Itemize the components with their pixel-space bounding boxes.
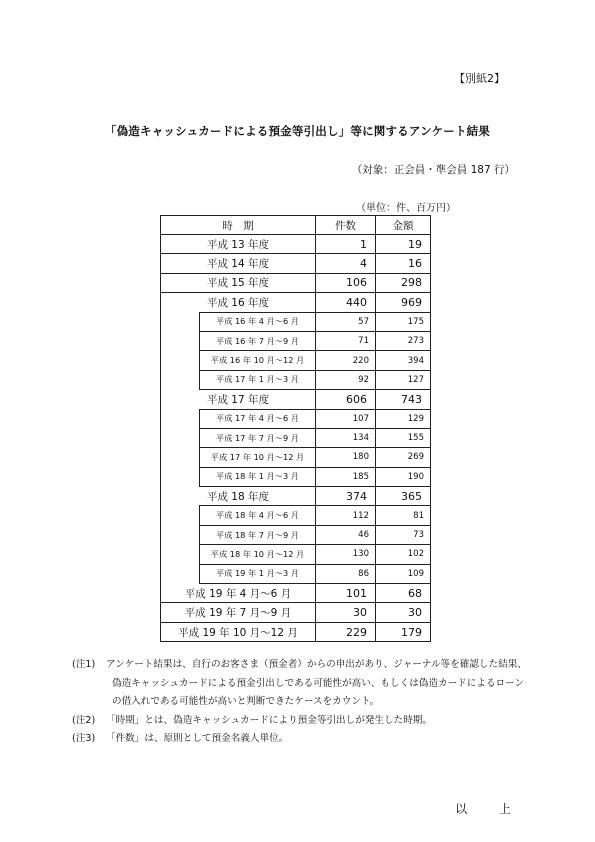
row-amount: 109 (376, 564, 431, 583)
table-row (161, 351, 431, 370)
table-row (161, 467, 431, 486)
row-amount: 127 (376, 370, 431, 389)
results-table (160, 215, 431, 642)
table-row (161, 409, 431, 428)
row-period-cell (161, 428, 316, 447)
row-period-cell (161, 331, 316, 350)
table-row (161, 312, 431, 331)
row-count: 106 (316, 273, 376, 292)
row-period: 平成 16 年 10 月～12 月 (199, 351, 315, 369)
table-row (161, 254, 431, 273)
notes-section (72, 656, 532, 749)
note-line (72, 730, 532, 749)
note-text: アンケート結果は、自行のお客さま（預金者）からの申出があり、ジャーナル等を確認した結果、 (106, 659, 527, 670)
note-key (72, 675, 112, 694)
header-amount: 金額 (376, 216, 431, 235)
row-count: 229 (316, 622, 376, 641)
header-count: 件数 (316, 216, 376, 235)
row-count: 46 (316, 525, 376, 544)
note-text: 偽造キャッシュカードによる預金引出しである可能性が高い、もしくは偽造カードによるローン (112, 677, 525, 689)
row-period: 平成 17 年 7 月～9 月 (199, 429, 315, 447)
row-period-cell (161, 448, 316, 467)
row-amount: 969 (376, 293, 431, 312)
indent-gap (161, 544, 199, 564)
row-period: 平成 17 年 4 月～6 月 (199, 410, 315, 428)
row-period: 平成 18 年 4 月～6 月 (199, 506, 315, 524)
row-period: 平成 19 年 7 月～9 月 (161, 603, 316, 622)
row-count: 30 (316, 603, 376, 622)
row-count: 185 (316, 467, 376, 486)
table-row (161, 331, 431, 350)
header-period: 時 期 (161, 216, 316, 235)
row-amount: 81 (376, 506, 431, 525)
row-count: 86 (316, 564, 376, 583)
row-amount: 269 (376, 448, 431, 467)
row-amount: 365 (376, 487, 431, 506)
indent-gap (161, 350, 199, 370)
table-row (161, 370, 431, 389)
row-period: 平成 19 年 1 月～3 月 (199, 565, 315, 583)
row-period: 平成 18 年 10 月～12 月 (199, 545, 315, 563)
row-period-cell (161, 506, 316, 525)
row-period: 平成 18 年 7 月～9 月 (199, 526, 315, 544)
row-amount: 16 (376, 254, 431, 273)
indent-gap (161, 331, 199, 351)
row-period: 平成 17 年 10 月～12 月 (199, 448, 315, 466)
row-period: 平成 17 年度 (161, 390, 316, 409)
row-period: 平成 17 年 1 月～3 月 (199, 371, 315, 389)
row-count: 606 (316, 390, 376, 409)
table-row (161, 584, 431, 603)
note-key (72, 693, 112, 712)
table-row (161, 545, 431, 564)
table-body (161, 235, 431, 642)
indent-gap (161, 564, 199, 584)
table-row (161, 448, 431, 467)
note-text: 「件数」は、原則として預金名義人単位。 (106, 733, 289, 744)
row-count: 220 (316, 351, 376, 370)
table-row (161, 390, 431, 409)
note-line (72, 693, 532, 712)
row-amount: 30 (376, 603, 431, 622)
row-count: 180 (316, 448, 376, 467)
row-count: 57 (316, 312, 376, 331)
row-period-cell (161, 351, 316, 370)
indent-gap (161, 505, 199, 525)
row-count: 71 (316, 331, 376, 350)
row-count: 374 (316, 487, 376, 506)
unit-label: （単位：件、百万円） (356, 203, 456, 214)
indent-gap (161, 370, 199, 390)
row-period-cell (161, 467, 316, 486)
note-text: の借入れである可能性が高いと判断できたケースをカウント。 (112, 696, 380, 707)
row-period: 平成 16 年度 (161, 293, 316, 312)
note-key: (注2) (72, 714, 96, 726)
attachment-label: 【別紙2】 (454, 72, 505, 85)
row-amount: 129 (376, 409, 431, 428)
row-amount: 743 (376, 390, 431, 409)
table-row (161, 564, 431, 583)
document-title: 「偽造キャッシュカードによる預金等引出し」等に関するアンケート結果 (104, 124, 491, 138)
row-amount: 273 (376, 331, 431, 350)
table-row (161, 293, 431, 312)
closing-mark: 以 上 (455, 802, 525, 816)
row-period: 平成 19 年 10 月～12 月 (161, 622, 316, 641)
table-row (161, 622, 431, 641)
note-line (72, 712, 532, 731)
indent-gap (161, 428, 199, 448)
row-count: 134 (316, 428, 376, 447)
row-count: 130 (316, 545, 376, 564)
indent-gap (161, 312, 199, 332)
row-amount: 179 (376, 622, 431, 641)
row-period-cell (161, 564, 316, 583)
table-header-row (161, 216, 431, 235)
note-line (72, 675, 532, 694)
row-period: 平成 16 年 7 月～9 月 (199, 332, 315, 350)
survey-subject: （対象：正会員・準会員 187 行） (351, 164, 515, 176)
row-amount: 68 (376, 584, 431, 603)
row-period-cell (161, 545, 316, 564)
row-count: 4 (316, 254, 376, 273)
row-amount: 102 (376, 545, 431, 564)
row-amount: 73 (376, 525, 431, 544)
row-period: 平成 16 年 4 月～6 月 (199, 313, 315, 331)
row-period: 平成 13 年度 (161, 235, 316, 254)
row-amount: 394 (376, 351, 431, 370)
note-key: (注3) (72, 733, 96, 744)
note-text: 「時期」とは、偽造キャッシュカードにより預金等引出しが発生した時期。 (106, 714, 432, 726)
table-row (161, 525, 431, 544)
row-period: 平成 18 年 1 月～3 月 (199, 468, 315, 486)
indent-gap (161, 409, 199, 429)
row-period-cell (161, 312, 316, 331)
row-count: 107 (316, 409, 376, 428)
row-period-cell (161, 370, 316, 389)
row-count: 112 (316, 506, 376, 525)
table-row (161, 603, 431, 622)
row-count: 1 (316, 235, 376, 254)
row-period: 平成 15 年度 (161, 273, 316, 292)
indent-gap (161, 467, 199, 487)
table-row (161, 506, 431, 525)
row-period-cell (161, 525, 316, 544)
note-line (72, 656, 532, 675)
row-amount: 298 (376, 273, 431, 292)
row-count: 92 (316, 370, 376, 389)
row-period-cell (161, 409, 316, 428)
row-count: 440 (316, 293, 376, 312)
row-period: 平成 18 年度 (161, 487, 316, 506)
table-row (161, 487, 431, 506)
row-period: 平成 19 年 4 月～6 月 (161, 584, 316, 603)
table-row (161, 428, 431, 447)
row-count: 101 (316, 584, 376, 603)
note-key: (注1) (72, 659, 96, 670)
row-period: 平成 14 年度 (161, 254, 316, 273)
row-amount: 190 (376, 467, 431, 486)
table-row (161, 273, 431, 292)
row-amount: 175 (376, 312, 431, 331)
indent-gap (161, 447, 199, 467)
row-amount: 155 (376, 428, 431, 447)
table-row (161, 235, 431, 254)
row-amount: 19 (376, 235, 431, 254)
indent-gap (161, 525, 199, 545)
